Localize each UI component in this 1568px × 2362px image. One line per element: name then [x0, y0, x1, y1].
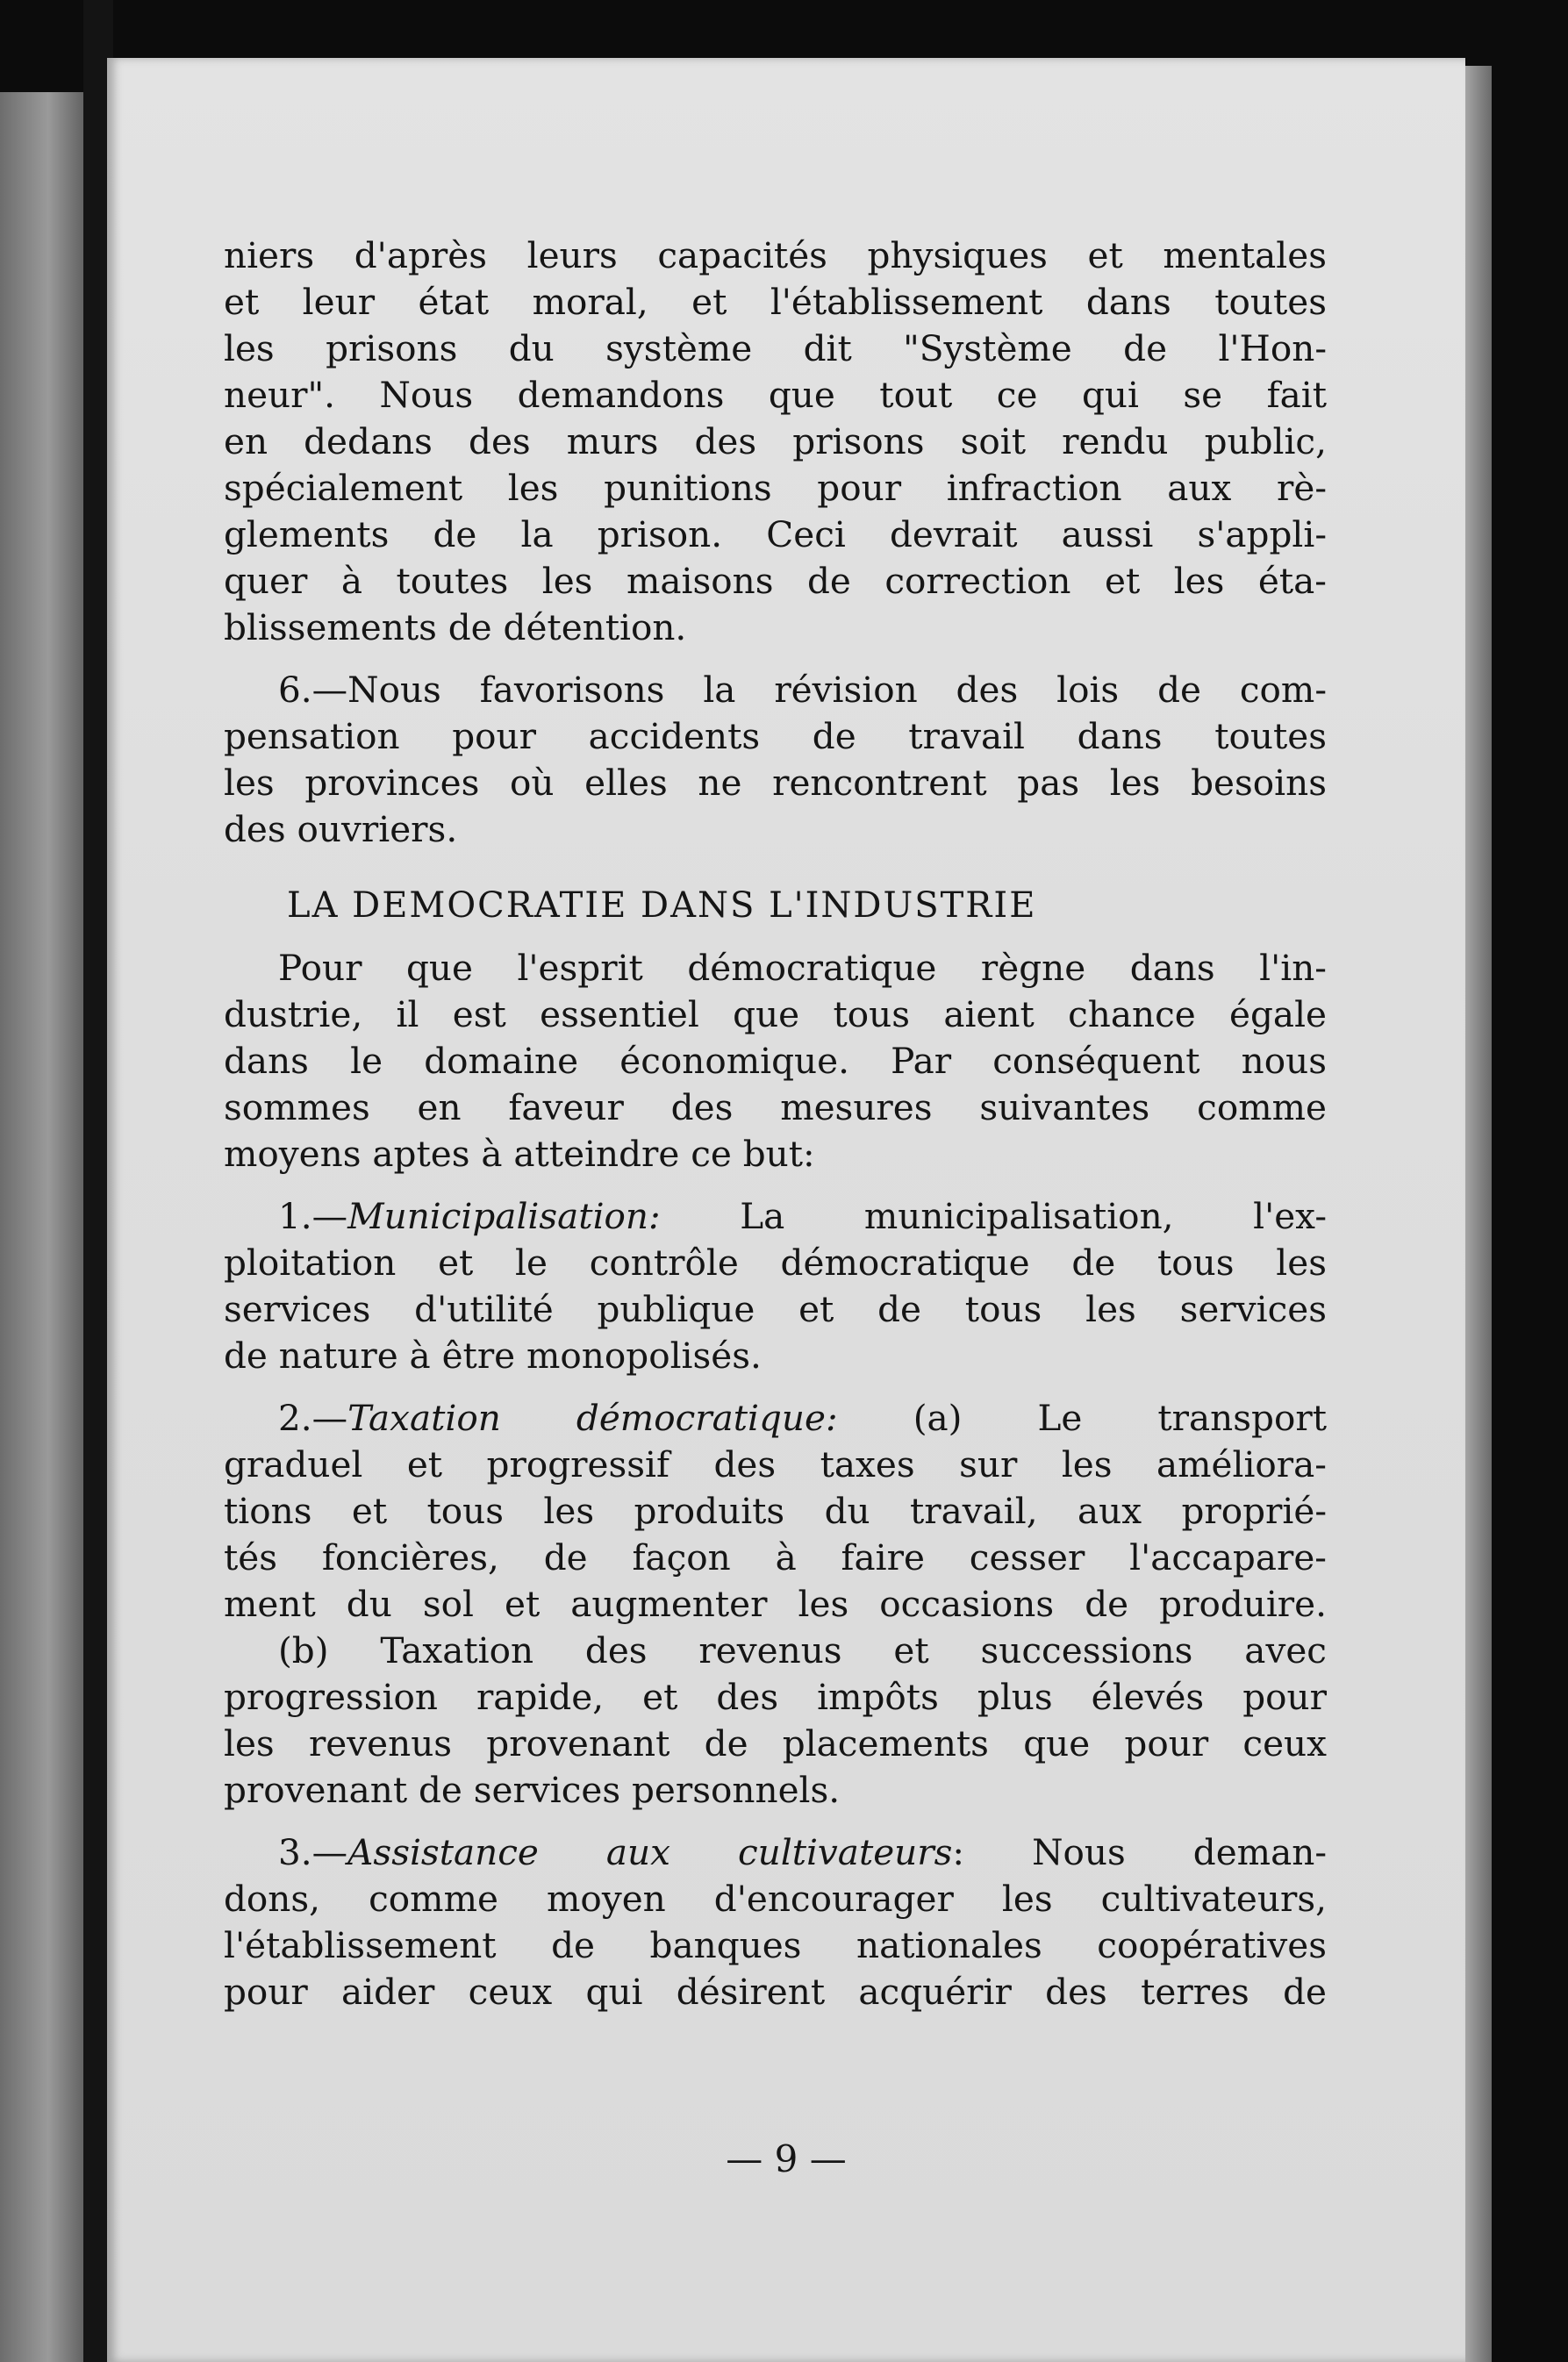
paragraph-intro	[224, 945, 1327, 1177]
item-text: : Nous deman-	[952, 1831, 1328, 1873]
paragraph-item-6	[224, 667, 1327, 853]
text-line: dons, comme moyen d'encourager les cultivateurs,	[224, 1878, 1327, 1920]
text-line: et leur état moral, et l'établissement dans toutes	[224, 281, 1327, 323]
paragraph-item-2	[224, 1395, 1327, 1814]
text-line: ment du sol et augmenter les occasions de produire.	[224, 1583, 1327, 1625]
text-line: sommes en faveur des mesures suivantes comme	[224, 1086, 1327, 1128]
text-line	[224, 1829, 1327, 1876]
text-line: blissements de détention.	[224, 606, 687, 648]
page-number: — 9 —	[726, 2137, 847, 2180]
text-line: niers d'après leurs capacités physiques et mentales	[224, 234, 1327, 276]
text-line: ploitation et le contrôle démocratique de tous les	[224, 1242, 1327, 1284]
paragraph-item-3	[224, 1829, 1327, 2015]
item-number: 1.—	[278, 1195, 348, 1237]
page-text	[224, 233, 1327, 2015]
text-line: tés foncières, de façon à faire cesser l'accapare-	[224, 1536, 1327, 1578]
item-title: Municipalisation:	[347, 1195, 661, 1237]
text-line: 6.—Nous favorisons la révision des lois de com-	[278, 669, 1327, 711]
previous-page-edge	[0, 92, 88, 2362]
text-line: dans le domaine économique. Par conséquent nous	[224, 1040, 1327, 1082]
text-line: provenant de services personnels.	[224, 1769, 841, 1811]
text-line: les prisons du système dit "Système de l'Hon-	[224, 327, 1327, 369]
text-line: glements de la prison. Ceci devrait aussi s'appli-	[224, 513, 1327, 555]
item-title: Taxation démocratique:	[347, 1397, 838, 1439]
text-line: graduel et progressif des taxes sur les améliora-	[224, 1443, 1327, 1485]
item-title: Assistance aux cultivateurs	[347, 1831, 953, 1873]
text-line: moyens aptes à atteindre ce but:	[224, 1133, 815, 1175]
text-line: l'établissement de banques nationales coopératives	[224, 1924, 1327, 1966]
text-line: progression rapide, et des impôts plus élevés pour	[224, 1676, 1327, 1718]
text-line: dustrie, il est essentiel que tous aient chance égale	[224, 993, 1327, 1035]
text-line: services d'utilité publique et de tous les services	[224, 1288, 1327, 1330]
text-line: quer à toutes les maisons de correction et les éta-	[224, 560, 1327, 602]
text-line: de nature à être monopolisés.	[224, 1335, 762, 1377]
text-line: pensation pour accidents de travail dans toutes	[224, 715, 1327, 757]
text-line: Pour que l'esprit démocratique règne dans l'in-	[278, 947, 1327, 989]
text-line: des ouvriers.	[224, 808, 458, 850]
text-line: neur". Nous demandons que tout ce qui se fait	[224, 374, 1327, 416]
paragraph-item-1	[224, 1193, 1327, 1379]
text-line	[224, 1395, 1327, 1442]
text-line: les provinces où elles ne rencontrent pas les besoins	[224, 762, 1327, 804]
item-text: (a) Le transport	[913, 1397, 1327, 1439]
text-line: les revenus provenant de placements que pour ceux	[224, 1722, 1327, 1764]
text-line	[224, 1193, 1327, 1240]
text-line: tions et tous les produits du travail, aux proprié-	[224, 1490, 1327, 1532]
paragraph-continuation	[224, 233, 1327, 651]
text-line: (b) Taxation des revenus et successions avec	[278, 1629, 1327, 1671]
item-number: 3.—	[278, 1831, 348, 1873]
text-line: spécialement les punitions pour infraction aux rè-	[224, 467, 1327, 509]
text-line: pour aider ceux qui désirent acquérir des terres de	[224, 1971, 1327, 2013]
item-number: 2.—	[278, 1397, 348, 1439]
section-heading: LA DEMOCRATIE DANS L'INDUSTRIE	[287, 885, 1037, 926]
text-line: en dedans des murs des prisons soit rendu public,	[224, 420, 1327, 462]
item-text: La municipalisation, l'ex-	[740, 1195, 1327, 1237]
